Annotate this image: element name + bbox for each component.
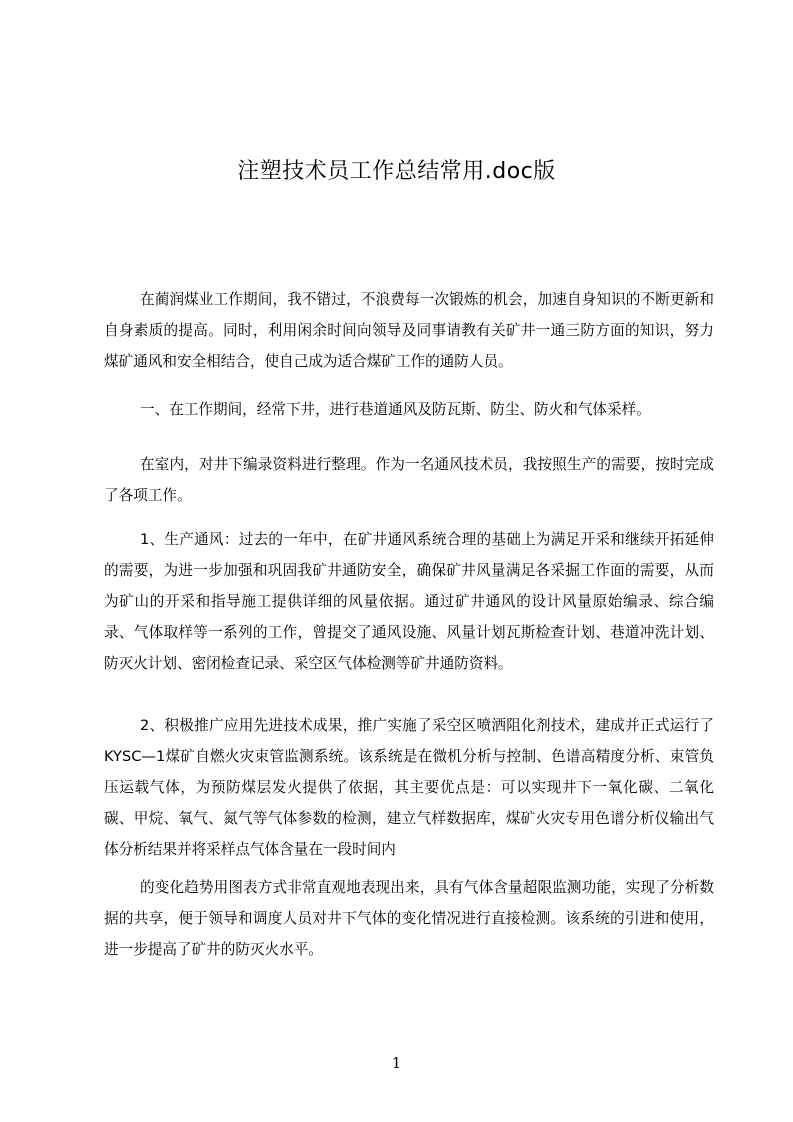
page-number: 1 [391, 1054, 402, 1072]
paragraph-indoor-work: 在室内，对井下编录资料进行整理。作为一名通风技术员，我按照生产的需要，按时完成了各项工作。 [104, 456, 714, 504]
paragraph-intro: 在蔺润煤业工作期间，我不错过，不浪费每一次锻炼的机会，加速自身知识的不断更新和自身素质的提高。同时，利用闲余时间向领导及同事请教有关矿井一通三防方面的知识，努力煤矿通风和安全相结合，使自己成为适合煤矿工作的通防人员。 [104, 291, 714, 370]
paragraph-production-ventilation: 1、生产通风：过去的一年中，在矿井通风系统合理的基础上为满足开采和继续开拓延伸的需要，为进一步加强和巩固我矿井通防安全，确保矿井风量满足各采掘工作面的需要，从而为矿山的开采和指导施工提供详细的风量依据。通过矿井通风的设计风量原始编录、综合编录、气体取样等一系列的工作，曾提交了通风设施、风量计划瓦斯检查计划、巷道冲洗计划、防灭火计划、密闭检查记录、采空区气体检测等矿井通防资料。 [104, 531, 714, 672]
paragraph-technology-promotion: 2、积极推广应用先进技术成果，推广实施了采空区喷洒阻化剂技术，建成并正式运行了KYSC—1煤矿自燃火灾束管监测系统。该系统是在微机分析与控制、色谱高精度分析、束管负压运载气体，为预防煤层发火提供了依据，其主要优点是：可以实现井下一氧化碳、二氧化碳、甲烷、氧气、氮气等气体参数的检测，建立气样数据库，煤矿火灾专用色谱分析仪输出气体分析结果并将采样点气体含量在一段时间内 [104, 717, 714, 858]
document-title: 注塑技术员工作总结常用.doc版 [237, 158, 556, 184]
paragraph-trend-analysis: 的变化趋势用图表方式非常直观地表现出来，具有气体含量超限监测功能，实现了分析数据的共享，便于领导和调度人员对井下气体的变化情况进行直接检测。该系统的引进和使用，进一步提高了矿井的防灭火水平。 [104, 879, 714, 958]
paragraph-section-one: 一、在工作期间，经常下井，进行巷道通风及防瓦斯、防尘、防火和气体采样。 [140, 401, 651, 418]
